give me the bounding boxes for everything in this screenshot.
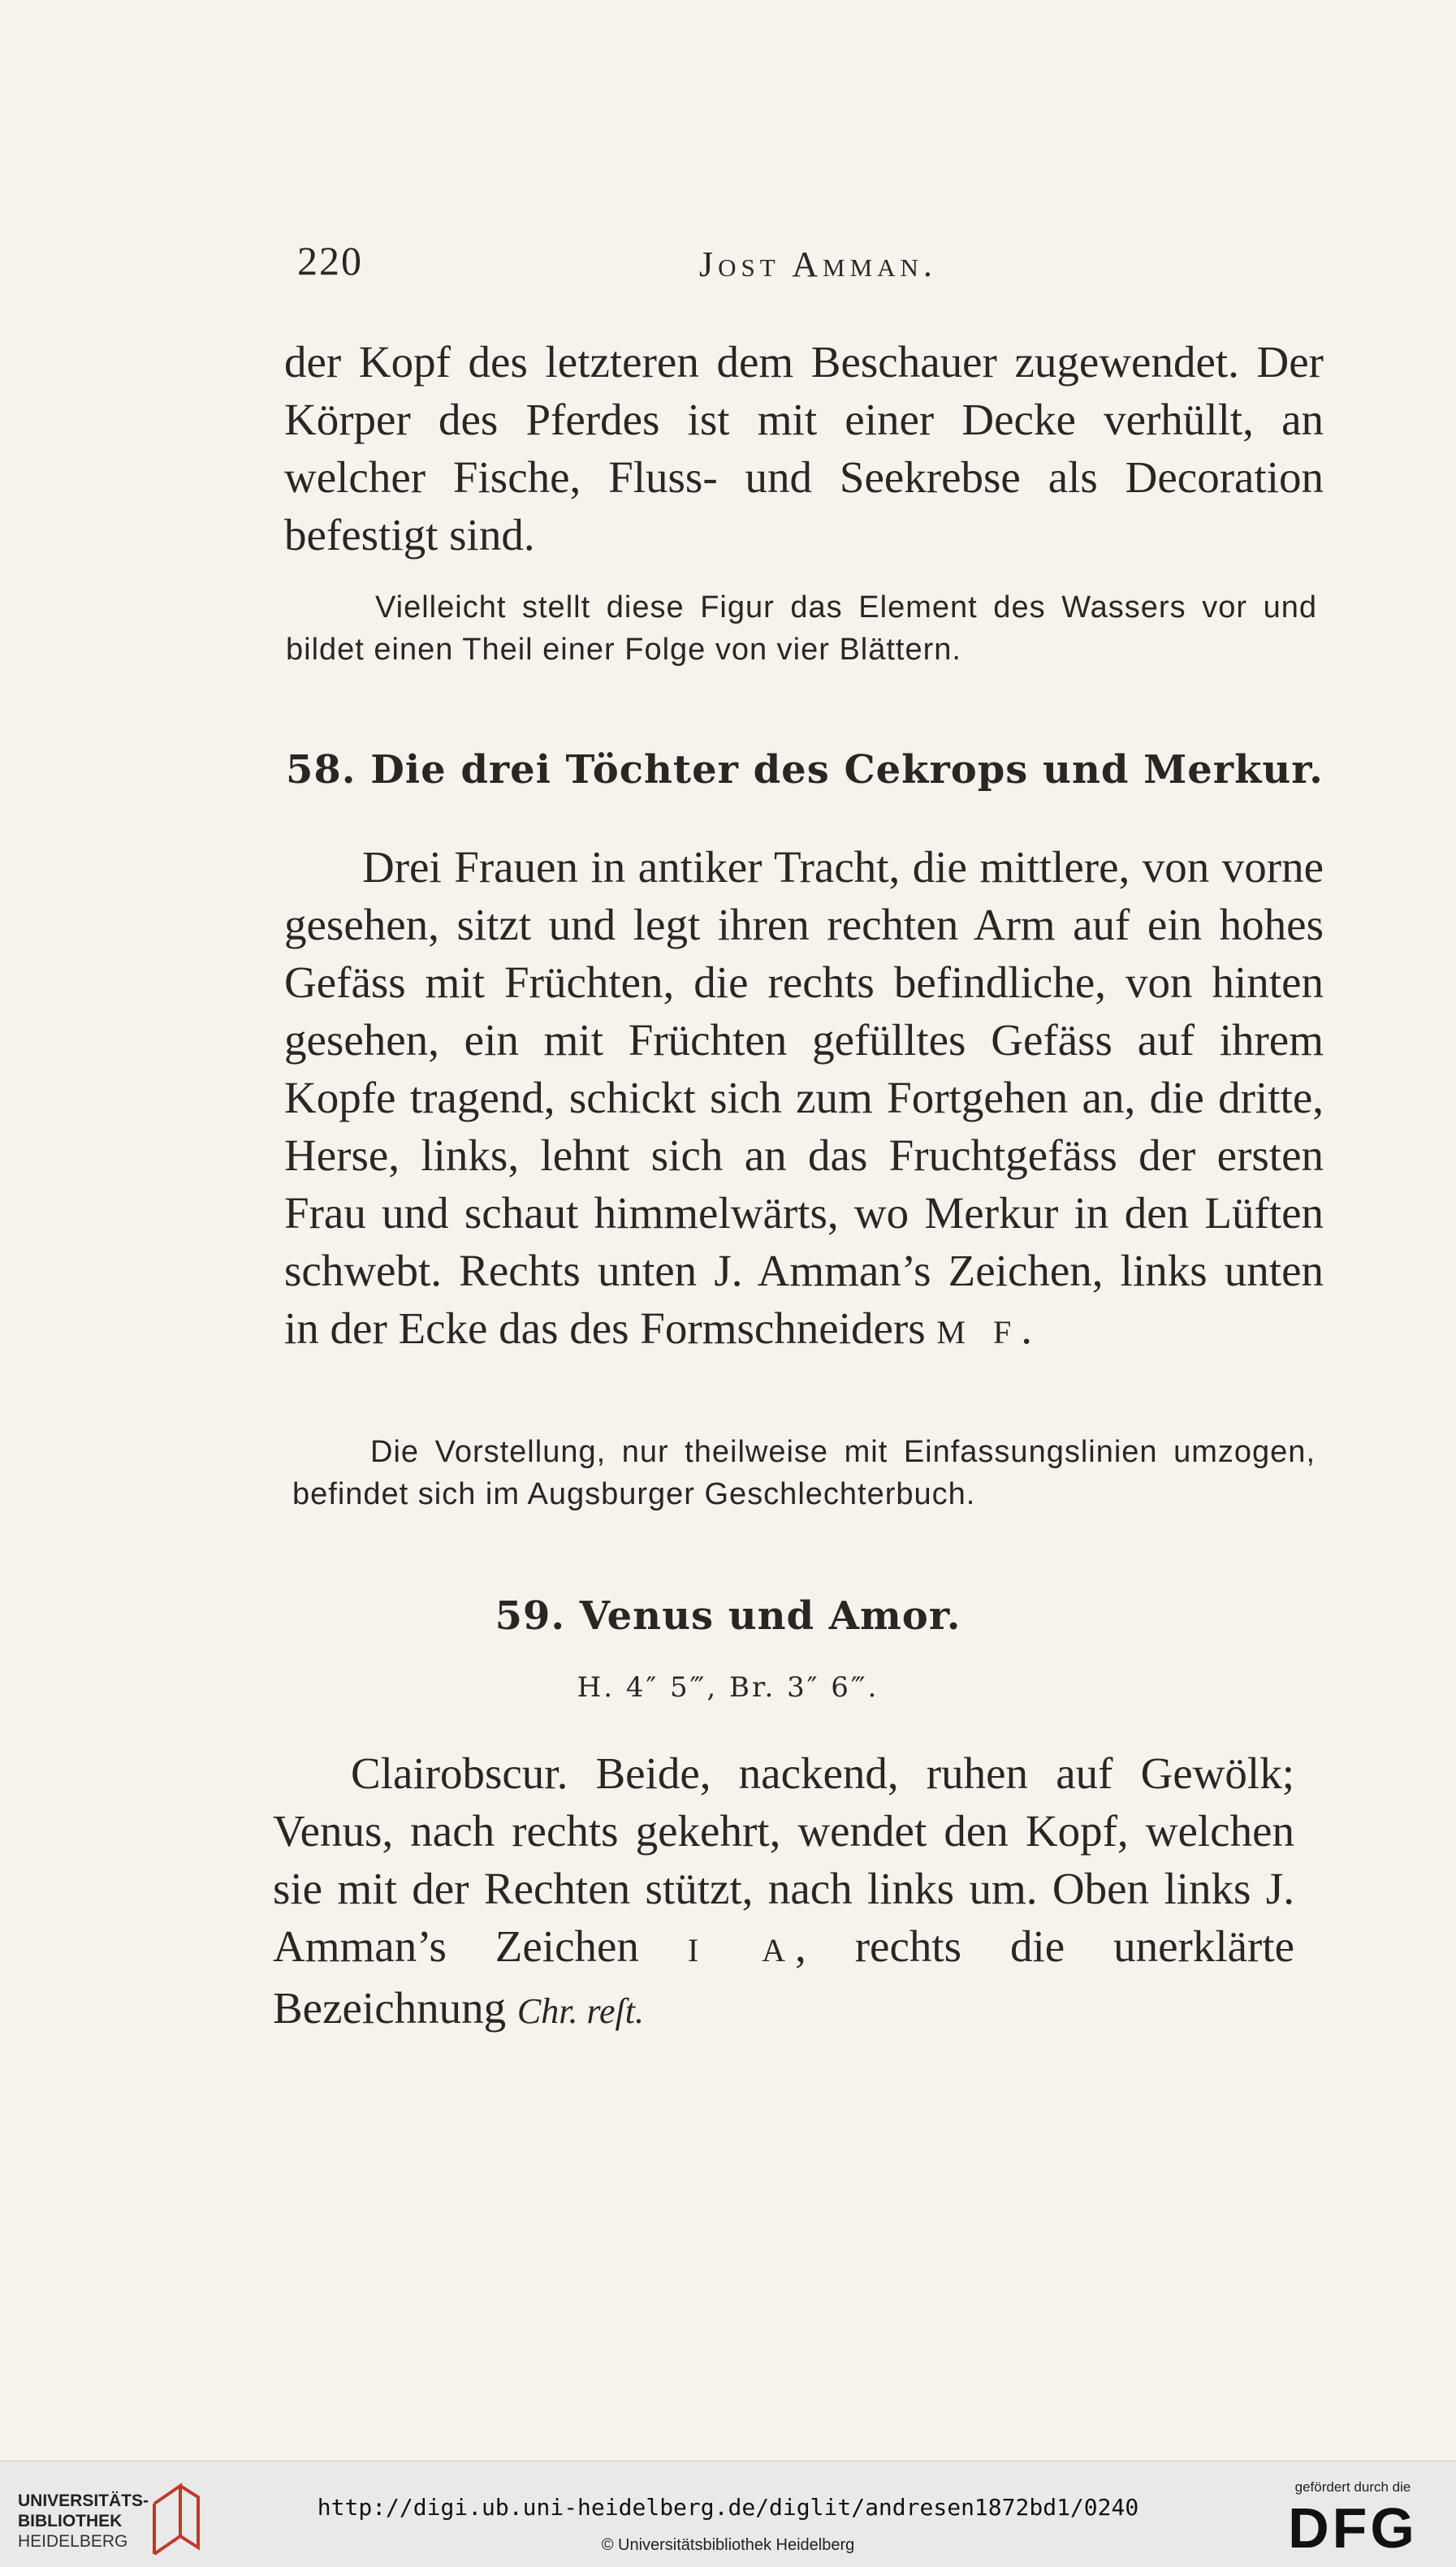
entry-59-text-cont: , rechts die unerklärte Bezeichnung <box>273 1921 1295 2033</box>
entry-58-period: . <box>1021 1303 1032 1353</box>
dfg-mark: DFG <box>1288 2496 1418 2560</box>
permalink-url[interactable]: http://digi.ub.uni-heidelberg.de/diglit/andresen1872bd1/0240 <box>317 2494 1139 2521</box>
library-name-line1: UNIVERSITÄTS- <box>18 2491 149 2510</box>
running-head <box>297 237 1329 294</box>
entry-59-dimensions: H. 4″ 5‴, Br. 3″ 6‴. <box>577 1671 879 1704</box>
library-name-line2: BIBLIOTHEK <box>18 2512 123 2530</box>
dfg-logo[interactable] <box>1276 2479 1430 2561</box>
entry-59-paragraph <box>273 1744 1294 2040</box>
continuation-paragraph: der Kopf des letzteren dem Beschauer zugewendet. Der Körper des Pferdes ist mit einer Decke verhüllt, an welcher Fische, Fluss- und Seekrebse als Decoration befestigt sind. <box>284 337 1324 560</box>
running-title: Jost Amman. <box>699 244 937 284</box>
entry-59-monogram: I A <box>687 1932 796 1968</box>
entry-58-text: Drei Frauen in antiker Tracht, die mittlere, von vorne gesehen, sitzt und legt ihren rechten Arm auf ein hohes Gefäss mit Früchten, die rechts befindliche, von hinten gesehen, ein mit Früchten gefülltes Gefäss auf ihrem Kopfe tragend, schickt sich zum Fortgehen an, die dritte, Herse, links, lehnt sich an das Fruchtgefäss der ersten Frau und schaut himmelwärts, wo Merkur in den Lüften schwebt. Rechts unten J. Amman’s Zeichen, links unten in der Ecke das des Formschneiders <box>284 842 1324 1353</box>
copyright-notice: © Universitätsbibliothek Heidelberg <box>601 2536 855 2554</box>
entry-58-monogram: M F <box>936 1314 1022 1350</box>
note-water-element: Vielleicht stellt diese Figur das Element des Wassers vor und bildet einen Theil einer Folge von vier Blättern. <box>286 590 1317 667</box>
heading-entry-59: 59. Venus und Amor. <box>495 1593 961 1639</box>
entry-59-inscription: Chr. reſt. <box>516 1991 644 2031</box>
entry-59-text: Clairobscur. Beide, nackend, ruhen auf Gewölk; Venus, nach rechts gekehrt, wendet den Kopf, welchen sie mit der Rechten stützt, nach links um. Oben links J. Amman’s Zeichen <box>273 1748 1294 1971</box>
page-number: 220 <box>297 238 363 283</box>
entry-58-paragraph <box>284 838 1324 1361</box>
heading-entry-58: 58. Die drei Töchter des Cekrops und Merkur. <box>286 747 1324 793</box>
funded-by-label: gefördert durch die <box>1294 2479 1411 2495</box>
note-entry-58: Die Vorstellung, nur theilweise mit Einfassungslinien umzogen, befindet sich im Augsburger Geschlechterbuch. <box>292 1435 1316 1511</box>
footer-bar <box>0 2461 1456 2567</box>
library-name-line3: HEIDELBERG <box>18 2532 128 2551</box>
